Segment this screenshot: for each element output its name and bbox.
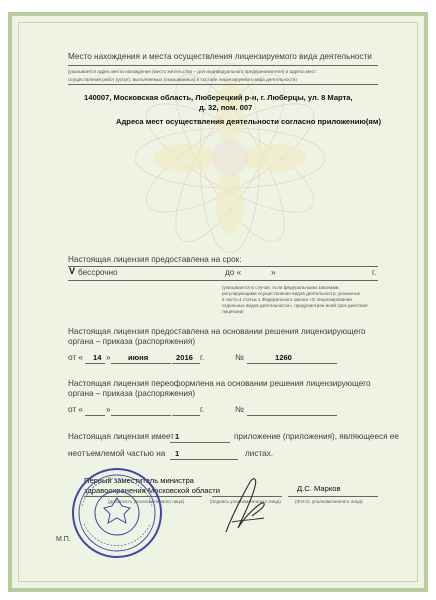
rosette-watermark [130,58,330,258]
underline [111,363,171,364]
underline [172,415,200,416]
basis-date-prefix: от « [68,353,83,362]
term-text: Настоящая лицензия предоставлена на срок: [68,255,242,264]
location-heading: Место нахождения и места осуществления лицензируемого вида деятельности [68,52,372,61]
address-line-2: д. 32, пом. 007 [199,103,253,112]
underline [111,415,171,416]
location-note-2: осуществления работ (услуг), выполняемых (оказываемых) в составе лицензируемого вида деятельности) [68,77,297,82]
underline [288,496,378,497]
underline [85,363,105,364]
underline [172,363,200,364]
indefinite-checkmark: V [69,266,76,276]
reissue-line-1: Настоящая лицензия переоформлена на основании решения лицензирующего [68,379,371,388]
basis-number: 1260 [275,353,292,362]
handwritten-signature [218,470,278,540]
underline [170,459,238,460]
term-note-1: (указывается в случае, если федеральными законами, [222,285,340,290]
reissue-line-2: органа – приказа (распоряжения) [68,389,196,398]
underline [170,442,230,443]
official-seal [70,466,164,560]
appendix-sheets: 1 [175,449,180,458]
name-caption: (Ф.И.О. уполномоченного лица) [295,499,363,504]
location-note-1: (указывается адрес места нахождения (место жительства – для индивидуального предпринимателя) и адреса мест [68,69,317,74]
seal-place-label: М.П. [56,536,71,543]
basis-year: 2016 [176,353,193,362]
basis-year-suffix: г. [200,353,205,362]
signatory-position-2: здравоохранения Московской области [84,486,221,495]
signature-caption: (подпись уполномоченного лица) [210,499,281,504]
address-line-1: 140007, Московская область, Люберецкий р-н, г. Люберцы, ул. 8 Марта, [84,93,353,102]
basis-month: июня [128,353,149,362]
underline [68,65,378,66]
until-quote-close: » [271,268,276,277]
underline [247,415,337,416]
term-note-4: отдельных видов деятельности», предусмотрен иной срок действия [222,303,368,308]
signatory-name: Д.С. Марков [297,484,341,493]
basis-line-2: органа – приказа (распоряжения) [68,337,196,346]
reissue-date-prefix: от « [68,405,83,414]
position-caption: (должность уполномоченного лица) [108,499,185,504]
underline [68,84,378,85]
indefinite-label: бессрочно [78,268,118,277]
appendix-line-2-end: листах. [245,449,274,458]
basis-day: 14 [93,353,102,362]
reissue-year-suffix: г. [200,405,205,414]
underline [68,280,378,281]
until-year-label: г. [372,268,377,277]
until-label: до « [225,268,242,277]
appendix-line-2-start: неотъемлемой частью на [68,449,166,458]
underline [247,363,337,364]
appendix-line-1-end: приложение (приложения), являющееся ее [234,432,399,441]
underline [68,266,378,267]
reissue-quote-close: » [106,405,111,414]
basis-quote-close: » [106,353,111,362]
reissue-number-label: № [235,405,244,414]
appendix-address-note: Адреса мест осуществления деятельности согласно приложению(ям) [116,117,381,126]
signatory-position-1: Первый заместитель министра [84,476,194,485]
basis-number-label: № [235,353,244,362]
appendix-count: 1 [175,432,180,441]
underline [85,415,105,416]
appendix-line-1-start: Настоящая лицензия имеет [68,432,175,441]
term-note-2: регулирующими осуществление видов деятельности, указанных [222,291,361,296]
term-note-5: лицензии) [222,309,244,314]
term-note-3: в части 4 статьи 1 Федерального закона «О лицензировании [222,297,352,302]
basis-line-1: Настоящая лицензия предоставлена на основании решения лицензирующего [68,327,366,336]
